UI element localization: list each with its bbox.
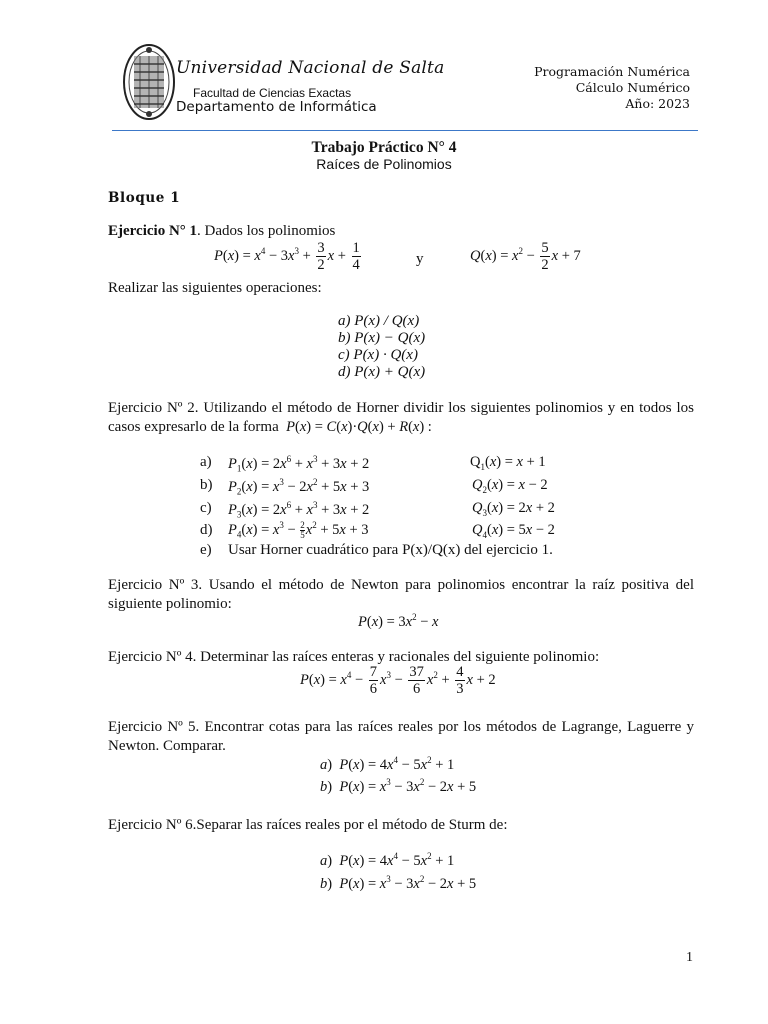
ex2-form-formula: P(x) = C(x)·Q(x) + R(x) : [286, 419, 432, 435]
ex5-poly-b: b) $P(x) = x^3 - 3x^2 - 2x + 5$ [320, 777, 477, 795]
ex4-text: Ejercicio Nº 4. Determinar las raíces enteras y racionales del siguiente polinomio: [108, 649, 600, 665]
ex1-poly-p: $P(x) = x^4 - 3x^3$ + $\frac{3}{2}$ x + $\frac{1}{4}$ [214, 240, 360, 273]
ex1-op-b: b) P(x) − Q(x) [338, 330, 426, 346]
ex2-c-divisor: $Q_3(x) = 2x + 2$ [472, 500, 555, 518]
ex2-letter-a: a) [200, 454, 212, 470]
ex2-letter-c: c) [200, 500, 212, 516]
ex6-poly-a: a) $P(x) = 4x^4 - 5x^2 + 1$ [320, 851, 455, 869]
ex1-poly-q: $Q(x) = x^2$ − $\frac{5}{2}$ x + 7 [470, 240, 581, 273]
assignment-subtitle: Raíces de Polinomios [316, 156, 452, 172]
header-divider [112, 130, 698, 131]
ex1-op-a: a) P(x) / Q(x) [338, 313, 420, 329]
assignment-title: Trabajo Práctico N° 4 [311, 139, 457, 156]
ex1-intro: . Dados los polinomios [197, 223, 336, 239]
ex1-instruction: Realizar las siguientes operaciones: [108, 280, 322, 296]
ex6-poly-b: b) $P(x) = x^3 - 3x^2 - 2x + 5$ [320, 874, 477, 892]
ex2-letter-d: d) [200, 522, 213, 538]
ex1-heading [108, 223, 335, 240]
ex2-letter-e: e) [200, 542, 212, 558]
ex2-c-dividend: $P_3(x) = 2x^6 + x^3 + 3x + 2$ [228, 500, 370, 520]
ex1-op-c: c) P(x) · Q(x) [338, 347, 418, 363]
ex6-text: Ejercicio Nº 6.Separar las raíces reales por el método de Sturm de: [108, 817, 508, 833]
ex1-and-word: y [416, 251, 424, 267]
ex2-b-dividend: $P_2(x) = x^3 - 2x^2 + 5x + 3$ [228, 477, 370, 497]
faculty-name: Facultad de Ciencias Exactas [193, 86, 352, 100]
department-name: Departamento de Informática [176, 99, 377, 115]
ex2-d-dividend: $P_4(x) = x^3$ − $\frac{2}{5}$ $x^2 + 5x + 3$ [228, 520, 369, 540]
ex5-text: Ejercicio Nº 5. Encontrar cotas para las raíces reales por los métodos de Lagrange, Laguerre y Newton. Comparar. [108, 719, 694, 754]
course-year: Año: 2023 [625, 96, 690, 111]
university-seal-logo [122, 42, 176, 122]
university-name: Universidad Nacional de Salta [176, 58, 445, 78]
ex2-a-dividend: $P_1(x) = 2x^6 + x^3 + 3x + 2$ [228, 454, 370, 474]
ex2-text [108, 399, 694, 437]
ex2-statement: Ejercicio Nº 2. Utilizando el método de Horner dividir los siguientes polinomios y en todos los casos expresarlo de la forma [108, 400, 694, 435]
ex2-b-divisor: $Q_2(x) = x - 2$ [472, 477, 548, 495]
ex2-d-divisor: $Q_4(x) = 5x - 2$ [472, 522, 555, 540]
ex2-item-e: Usar Horner cuadrático para P(x)/Q(x) del ejercicio 1. [228, 542, 553, 558]
ex2-a-divisor: $Q_1(x) = x + 1$ [470, 454, 546, 472]
ex3-text: Ejercicio Nº 3. Usando el método de Newton para polinomios encontrar la raíz positiva del siguiente polinomio: [108, 577, 694, 612]
ex2-letter-b: b) [200, 477, 213, 493]
page-number: 1 [686, 950, 693, 965]
ex1-op-d: d) P(x) + Q(x) [338, 364, 426, 380]
ex1-label: Ejercicio N° 1 [108, 223, 198, 239]
ex5-poly-a: a) $P(x) = 4x^4 - 5x^2 + 1$ [320, 755, 455, 773]
course-name-2: Cálculo Numérico [575, 80, 690, 95]
block-heading: Bloque 1 [108, 190, 181, 206]
course-name-1: Programación Numérica [534, 64, 690, 79]
ex3-poly: $P(x) = 3x^2 - x$ [358, 612, 439, 630]
ex4-poly: $P(x) = x^4$ − $\frac{7}{6}$ $x^3$ − $\frac{37}{6}$ $x^2$ + $\frac{4}{3}$ x + 2 [300, 664, 496, 697]
